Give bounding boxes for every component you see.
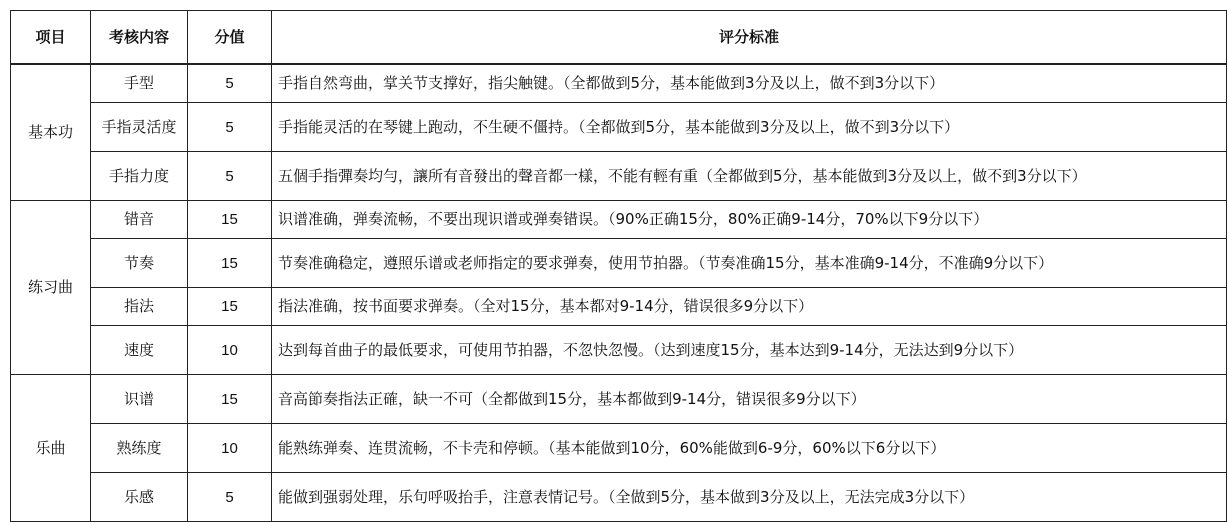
criteria-cell: 手指能灵活的在琴键上跑动，不生硬不僵持。（全都做到5分，基本能做到3分及以上，做不到3分以下）	[272, 103, 1227, 152]
table-row	[11, 239, 1227, 288]
header-score: 分值	[188, 11, 272, 65]
score-cell: 5	[188, 103, 272, 152]
score-cell: 10	[188, 424, 272, 473]
header-criteria: 评分标准	[272, 11, 1227, 65]
criteria-cell: 达到每首曲子的最低要求，可使用节拍器，不忽快忽慢。（达到速度15分，基本达到9-14分，无法达到9分以下）	[272, 326, 1227, 375]
score-cell: 5	[188, 64, 272, 103]
criteria-cell: 音高節奏指法正確，缺一不可（全都做到15分，基本都做到9-14分，错误很多9分以下）	[272, 375, 1227, 424]
criteria-cell: 识谱准确，弹奏流畅，不要出现识谱或弹奏错误。（90%正确15分，80%正确9-14分，70%以下9分以下）	[272, 201, 1227, 239]
item-cell: 识谱	[91, 375, 188, 424]
table-row	[11, 326, 1227, 375]
header-section: 项目	[11, 11, 91, 65]
criteria-cell: 五個手指彈奏均勻，讓所有音發出的聲音都一樣，不能有輕有重（全都做到5分，基本能做到3分及以上，做不到3分以下）	[272, 152, 1227, 201]
score-cell: 15	[188, 239, 272, 288]
item-cell: 手型	[91, 64, 188, 103]
score-cell: 15	[188, 375, 272, 424]
score-cell: 10	[188, 326, 272, 375]
score-cell: 15	[188, 288, 272, 326]
score-cell: 5	[188, 473, 272, 522]
table-row	[11, 424, 1227, 473]
criteria-cell: 指法准确，按书面要求弹奏。（全对15分，基本都对9-14分，错误很多9分以下）	[272, 288, 1227, 326]
section-label: 基本功	[11, 64, 91, 201]
item-cell: 速度	[91, 326, 188, 375]
scoring-rubric-table	[10, 10, 1227, 522]
table-row	[11, 103, 1227, 152]
item-cell: 手指灵活度	[91, 103, 188, 152]
criteria-cell: 手指自然弯曲，掌关节支撑好，指尖触键。（全都做到5分，基本能做到3分及以上，做不到3分以下）	[272, 64, 1227, 103]
criteria-cell: 能熟练弹奏、连贯流畅，不卡壳和停顿。（基本能做到10分，60%能做到6-9分，60%以下6分以下）	[272, 424, 1227, 473]
table-row	[11, 375, 1227, 424]
item-cell: 手指力度	[91, 152, 188, 201]
item-cell: 熟练度	[91, 424, 188, 473]
item-cell: 节奏	[91, 239, 188, 288]
item-cell: 错音	[91, 201, 188, 239]
section-label: 乐曲	[11, 375, 91, 522]
table-row	[11, 152, 1227, 201]
section-label: 练习曲	[11, 201, 91, 375]
table-row	[11, 201, 1227, 239]
item-cell: 乐感	[91, 473, 188, 522]
score-cell: 15	[188, 201, 272, 239]
table-row	[11, 473, 1227, 522]
header-row	[11, 11, 1227, 65]
header-item: 考核内容	[91, 11, 188, 65]
score-cell: 5	[188, 152, 272, 201]
item-cell: 指法	[91, 288, 188, 326]
criteria-cell: 能做到强弱处理，乐句呼吸抬手，注意表情记号。（全做到5分，基本做到3分及以上，无法完成3分以下）	[272, 473, 1227, 522]
table-row	[11, 288, 1227, 326]
table-row	[11, 64, 1227, 103]
criteria-cell: 节奏准确稳定，遵照乐谱或老师指定的要求弹奏，使用节拍器。（节奏准确15分，基本准确9-14分，不准确9分以下）	[272, 239, 1227, 288]
